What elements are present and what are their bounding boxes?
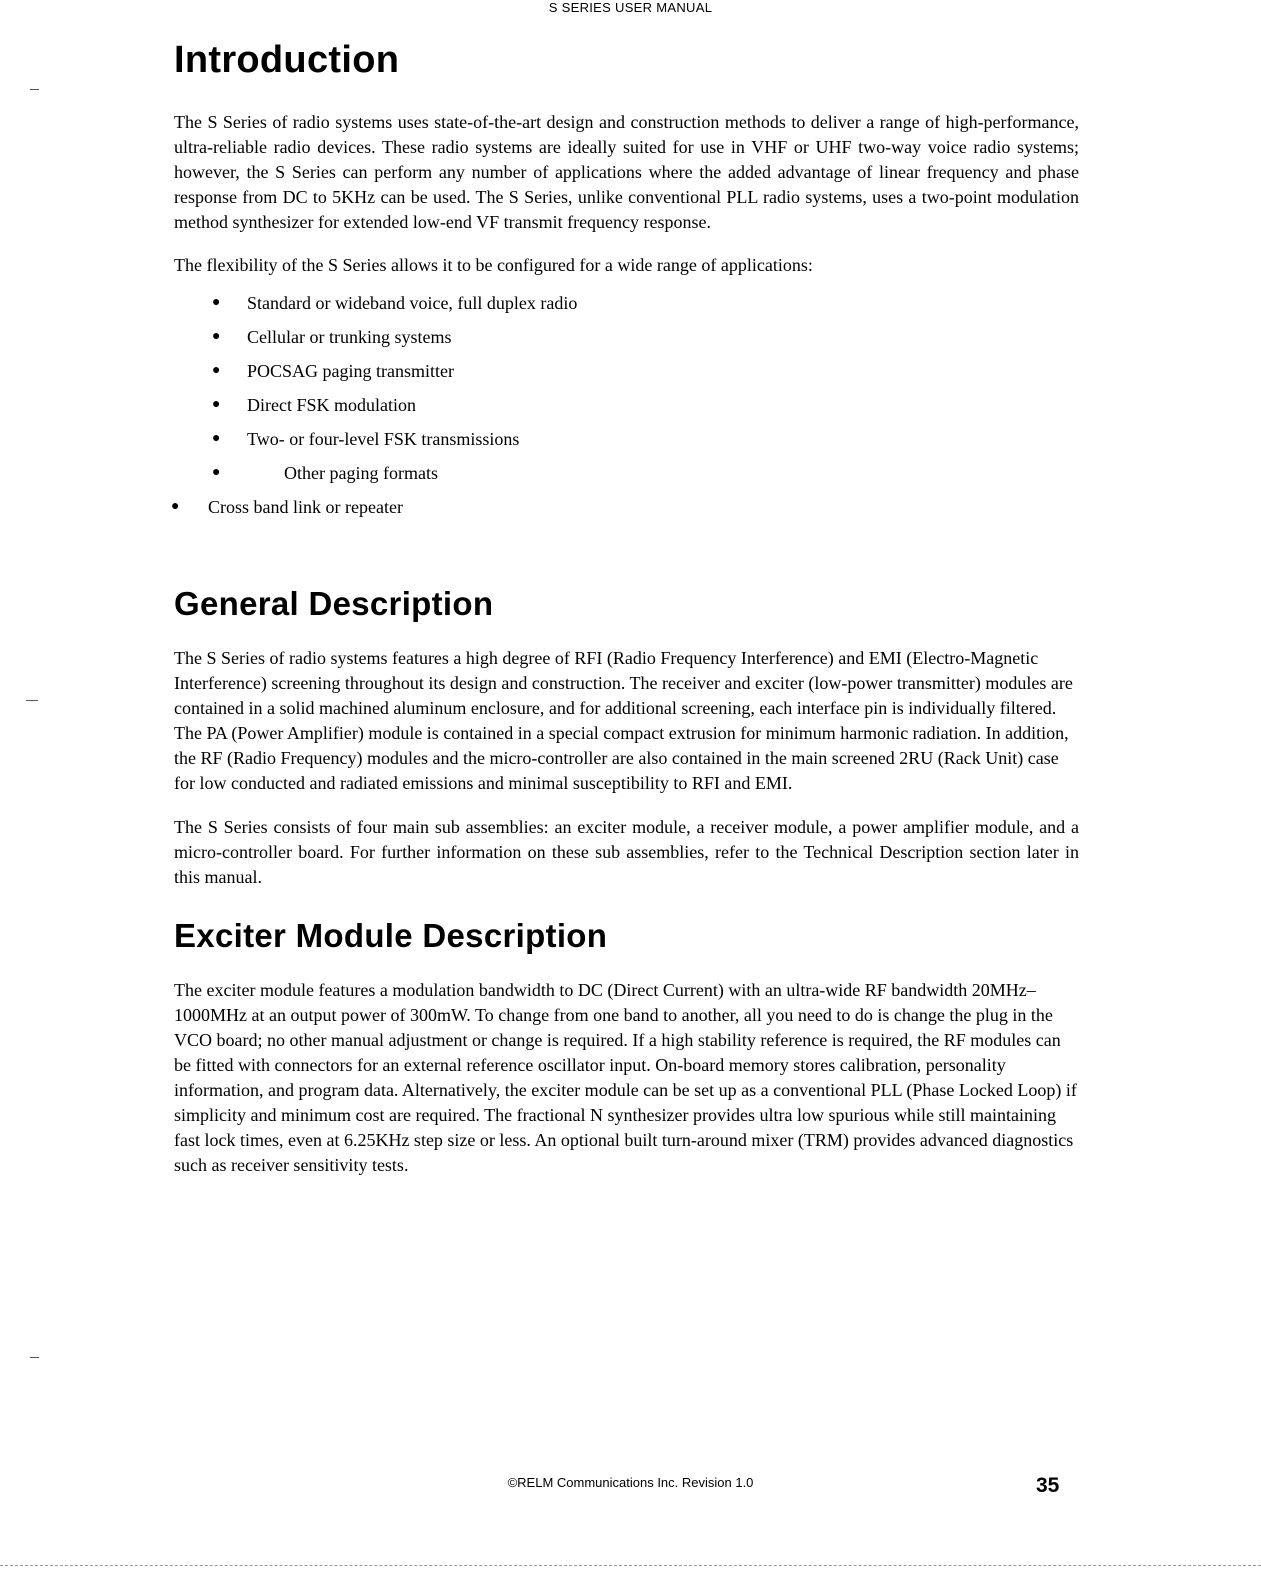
footer-copyright: ©RELM Communications Inc. Revision 1.0 [507, 1475, 754, 1490]
bullet-icon: ● [212, 328, 221, 344]
running-header: S SERIES USER MANUAL [548, 0, 713, 15]
bullet-icon: ● [212, 430, 221, 446]
exciter-module-heading: Exciter Module Description [174, 917, 608, 955]
list-item: ● Cellular or trunking systems [174, 320, 1079, 354]
general-description-heading: General Description [174, 584, 494, 622]
bullet-icon: ● [212, 396, 221, 412]
applications-list [171, 286, 1079, 524]
margin-mark [30, 1357, 39, 1358]
page-number: 35 [1036, 1474, 1060, 1497]
list-item: ● Standard or wideband voice, full duplex radio [174, 286, 1079, 320]
margin-mark [26, 700, 38, 701]
introduction-heading: Introduction [174, 39, 400, 81]
page-content [171, 39, 1079, 1178]
margin-mark [30, 89, 39, 90]
list-item: ● POCSAG paging transmitter [174, 354, 1079, 388]
general-paragraph-1: The S Series of radio systems features a high degree of RFI (Radio Frequency Interference) and EMI (Electro-Magnetic Interference) screening throughout its design and construction. The receiver and exciter (low-power transmitter) modules are contained in a solid machined aluminum enclosure, and for additional screening, each interface pin is individually filtered. The PA (Power Amplifier) module is contained in a special compact extrusion for minimum harmonic radiation. In addition, the RF (Radio Frequency) modules and the micro-controller are also contained in the main screened 2RU (Rack Unit) case for low conducted and radiated emissions and minimal susceptibility to RFI and EMI. [174, 648, 1073, 794]
bullet-icon: ● [212, 362, 221, 378]
list-item: ● Cross band link or repeater [174, 490, 1079, 524]
bullet-icon: ● [171, 498, 180, 514]
general-paragraph-2: The S Series consists of four main sub assemblies: an exciter module, a receiver module, a power amplifier module, and a micro-controller board. For further information on these sub assemblies, refer to the Technical Description section later in this manual. [174, 817, 1079, 888]
list-item: ● Other paging formats [174, 456, 1079, 490]
bullet-icon: ● [212, 464, 221, 480]
page-bottom-edge [0, 1565, 1261, 1567]
exciter-paragraph: The exciter module features a modulation bandwidth to DC (Direct Current) with an ultra-wide RF bandwidth 20MHz–1000MHz at an output power of 300mW. To change from one band to another, all you need to do is change the plug in the VCO board; no other manual adjustment or change is required. If a high stability reference is required, the RF modules can be fitted with connectors for an external reference oscillator input. On-board memory stores calibration, personality information, and program data. Alternatively, the exciter module can be set up as a conventional PLL (Phase Locked Loop) if simplicity and minimum cost are required. The fractional N synthesizer provides ultra low spurious while still maintaining fast lock times, even at 6.25KHz step size or less. An optional built turn-around mixer (TRM) provides advanced diagnostics such as receiver sensitivity tests. [174, 980, 1077, 1176]
list-item: ● Two- or four-level FSK transmissions [174, 422, 1079, 456]
introduction-paragraph: The S Series of radio systems uses state-of-the-art design and construction methods to deliver a range of high-performance, ultra-reliable radio devices. These radio systems are ideally suited for use in VHF or UHF two-way voice radio systems; however, the S Series can perform any number of applications where the added advantage of linear frequency and phase response from DC to 5KHz can be used. The S Series, unlike conventional PLL radio systems, uses a two-point modulation method synthesizer for extended low-end VF transmit frequency response. [174, 111, 1079, 232]
bullet-icon: ● [212, 294, 221, 310]
list-item: ● Direct FSK modulation [174, 388, 1079, 422]
flexibility-paragraph: The flexibility of the S Series allows it to be configured for a wide range of applications: [174, 254, 813, 275]
